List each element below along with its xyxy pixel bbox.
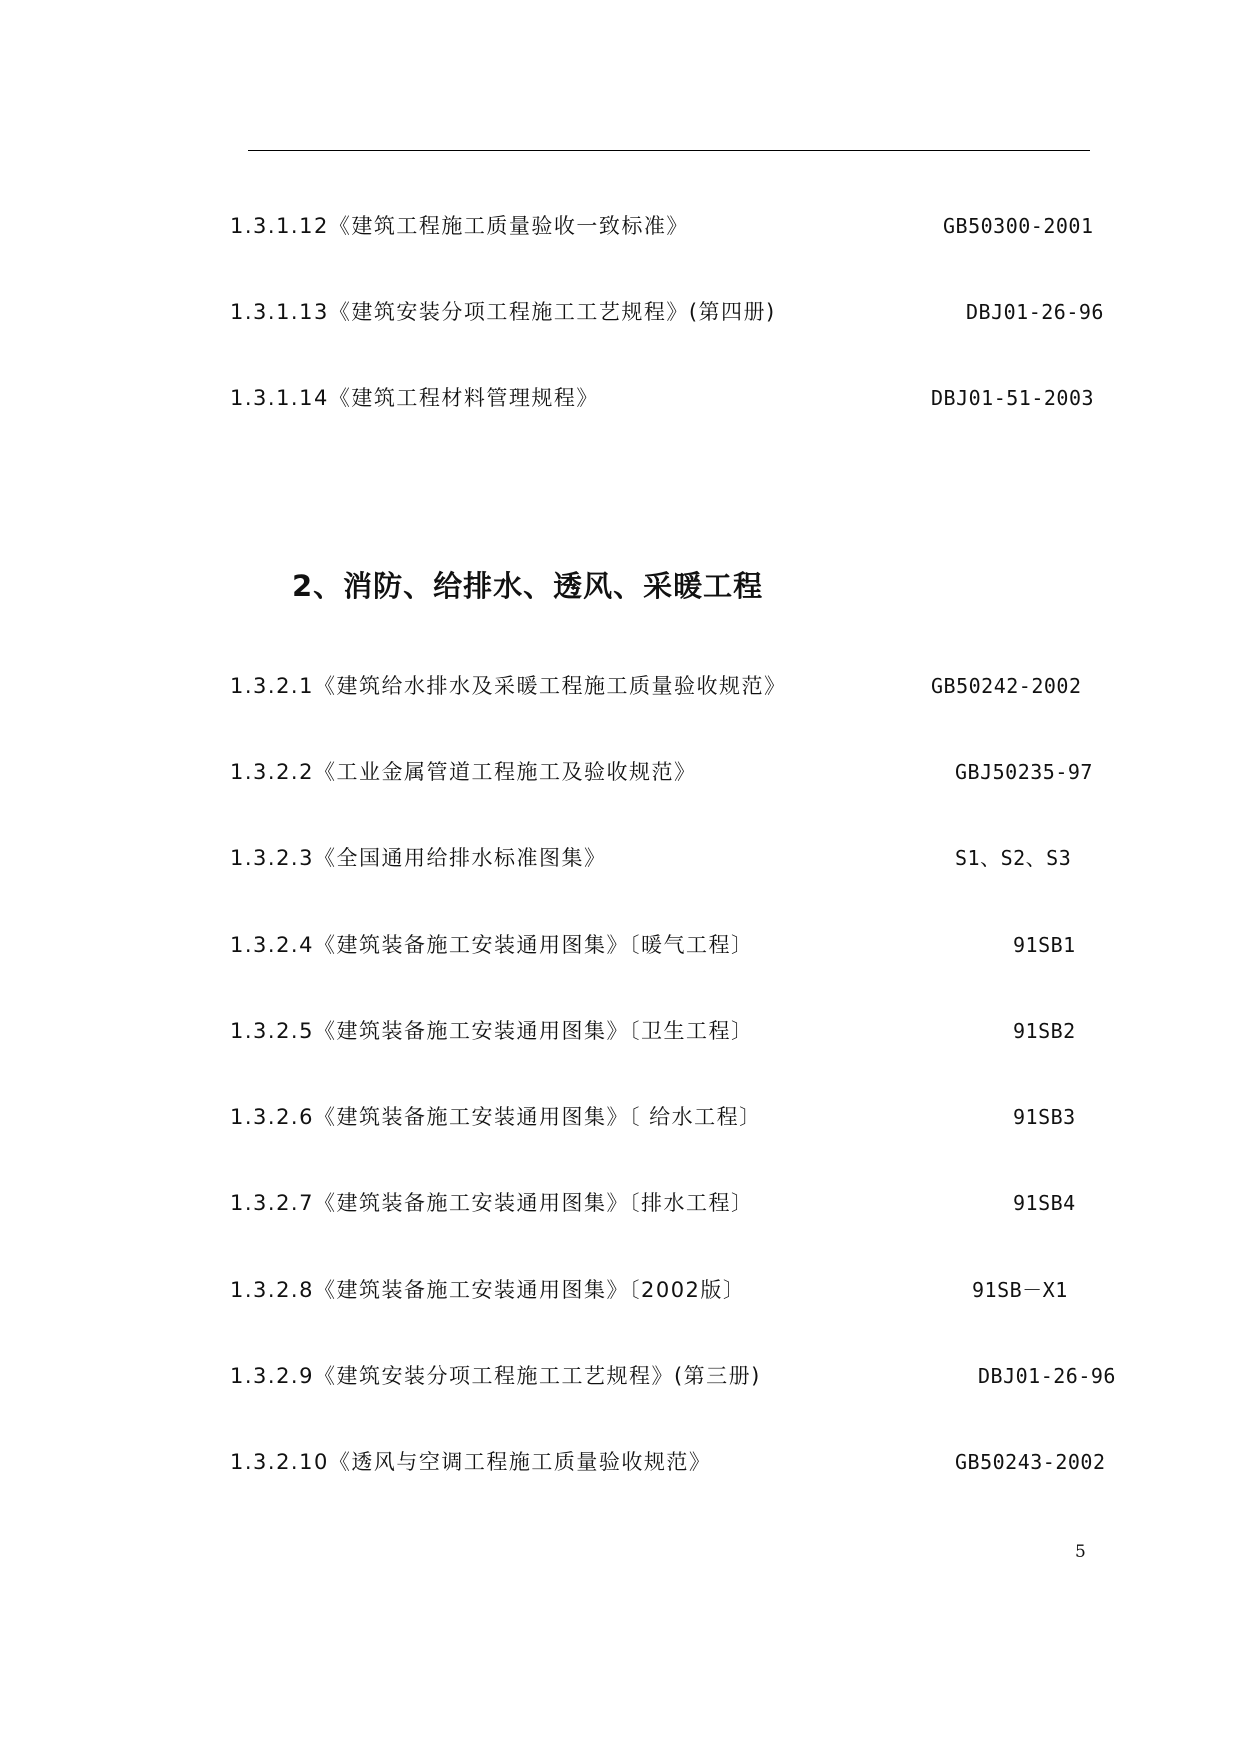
list-item [0,752,1241,792]
standard-code: 91SB2 [1013,1019,1076,1043]
list-item [0,1183,1241,1223]
list-item [0,838,1241,878]
list-item [0,925,1241,965]
page-number: 5 [1075,1542,1086,1562]
list-item [0,1442,1241,1482]
standard-code: DBJ01-51-2003 [931,386,1095,410]
standard-code: S1、S2、S3 [955,846,1072,870]
standard-title: 1.3.2.3《全国通用给排水标准图集》 [230,846,607,870]
standard-code: DBJ01-26-96 [978,1364,1116,1388]
list-item [0,206,1241,246]
list-item [0,378,1241,418]
list-item [0,1356,1241,1396]
list-item [0,1270,1241,1310]
standard-code: GBJ50235-97 [955,760,1093,784]
list-item [0,1011,1241,1051]
standard-code: 91SB4 [1013,1191,1076,1215]
standard-code: 91SB－X1 [972,1278,1068,1302]
standard-code: GB50300-2001 [943,214,1094,238]
standard-title: 1.3.1.13《建筑安装分项工程施工工艺规程》(第四册) [230,300,776,324]
standard-title: 1.3.2.9《建筑安装分项工程施工工艺规程》(第三册) [230,1364,761,1388]
list-item [0,1097,1241,1137]
standard-code: GB50243-2002 [955,1450,1106,1474]
standard-title: 1.3.1.14《建筑工程材料管理规程》 [230,386,599,410]
standard-code: GB50242-2002 [931,674,1082,698]
standard-title: 1.3.2.7《建筑装备施工安装通用图集》〔排水工程〕 [230,1191,754,1215]
standard-title: 1.3.2.4《建筑装备施工安装通用图集》〔暖气工程〕 [230,933,754,957]
standard-title: 1.3.2.10《透风与空调工程施工质量验收规范》 [230,1450,712,1474]
standard-title: 1.3.2.8《建筑装备施工安装通用图集》〔2002版〕 [230,1278,746,1302]
list-item [0,666,1241,706]
section-heading: 2、消防、给排水、透风、采暖工程 [292,569,764,603]
standard-code: 91SB3 [1013,1105,1076,1129]
standard-title: 1.3.2.2《工业金属管道工程施工及验收规范》 [230,760,697,784]
standard-title: 1.3.1.12《建筑工程施工质量验收一致标准》 [230,214,689,238]
standard-title: 1.3.2.1《建筑给水排水及采暖工程施工质量验收规范》 [230,674,787,698]
standard-title: 1.3.2.6《建筑装备施工安装通用图集》〔 给水工程〕 [230,1105,762,1129]
standard-title: 1.3.2.5《建筑装备施工安装通用图集》〔卫生工程〕 [230,1019,754,1043]
standard-code: 91SB1 [1013,933,1076,957]
standard-code: DBJ01-26-96 [966,300,1104,324]
list-item [0,292,1241,332]
header-rule [248,150,1090,151]
